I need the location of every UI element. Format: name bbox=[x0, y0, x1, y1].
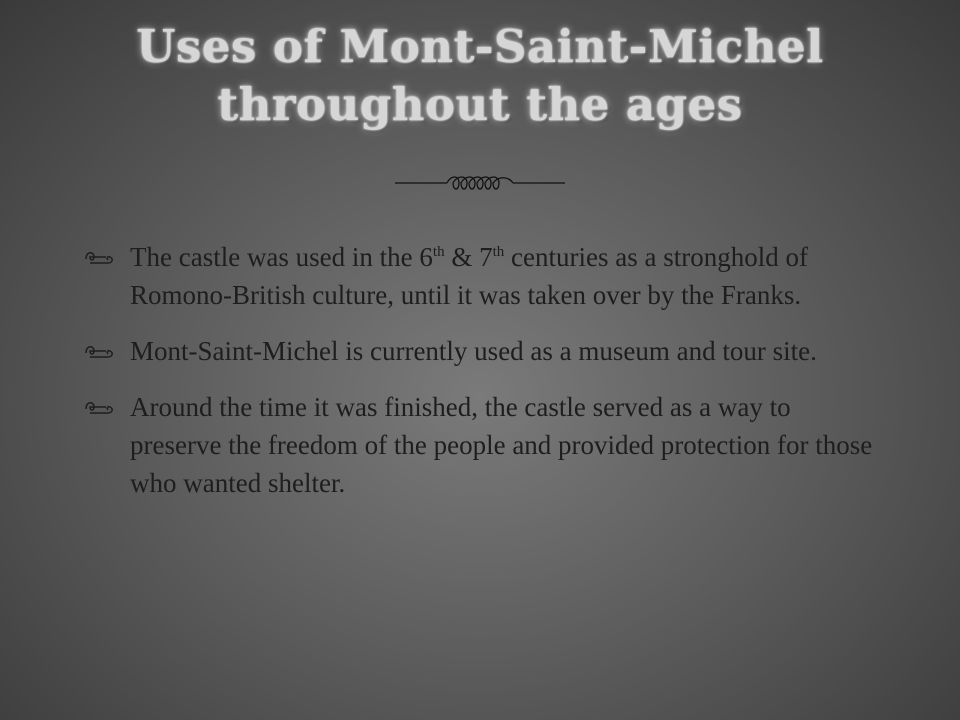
slide-title-line-2: throughout the ages bbox=[217, 78, 743, 131]
slide-title-line-1: Uses of Mont-Saint-Michel bbox=[136, 20, 824, 73]
scroll-bullet-icon bbox=[82, 245, 122, 269]
ornamental-divider-icon bbox=[395, 170, 565, 196]
slide-title bbox=[60, 18, 900, 134]
bullet-superscript-1: th bbox=[432, 244, 445, 260]
bullet-text-part-2: & 7 bbox=[444, 242, 493, 272]
bullet-list bbox=[82, 238, 882, 520]
bullet-text: Mont-Saint-Michel is currently used as a museum and tour site. bbox=[130, 336, 817, 366]
bullet-item bbox=[82, 332, 882, 370]
bullet-text: Around the time it was finished, the castle served as a way to preserve the freedom of the people and provided protection for those who wanted shelter. bbox=[130, 392, 873, 498]
bullet-text-part-3: centuries as a stronghold of Romono-British culture, until it was taken over by the Franks. bbox=[130, 242, 808, 310]
scroll-bullet-icon bbox=[82, 395, 122, 419]
bullet-item bbox=[82, 388, 882, 502]
bullet-superscript-2: th bbox=[492, 244, 505, 260]
bullet-item bbox=[82, 238, 882, 314]
scroll-bullet-icon bbox=[82, 339, 122, 363]
bullet-text-part-1: The castle was used in the 6 bbox=[130, 242, 433, 272]
